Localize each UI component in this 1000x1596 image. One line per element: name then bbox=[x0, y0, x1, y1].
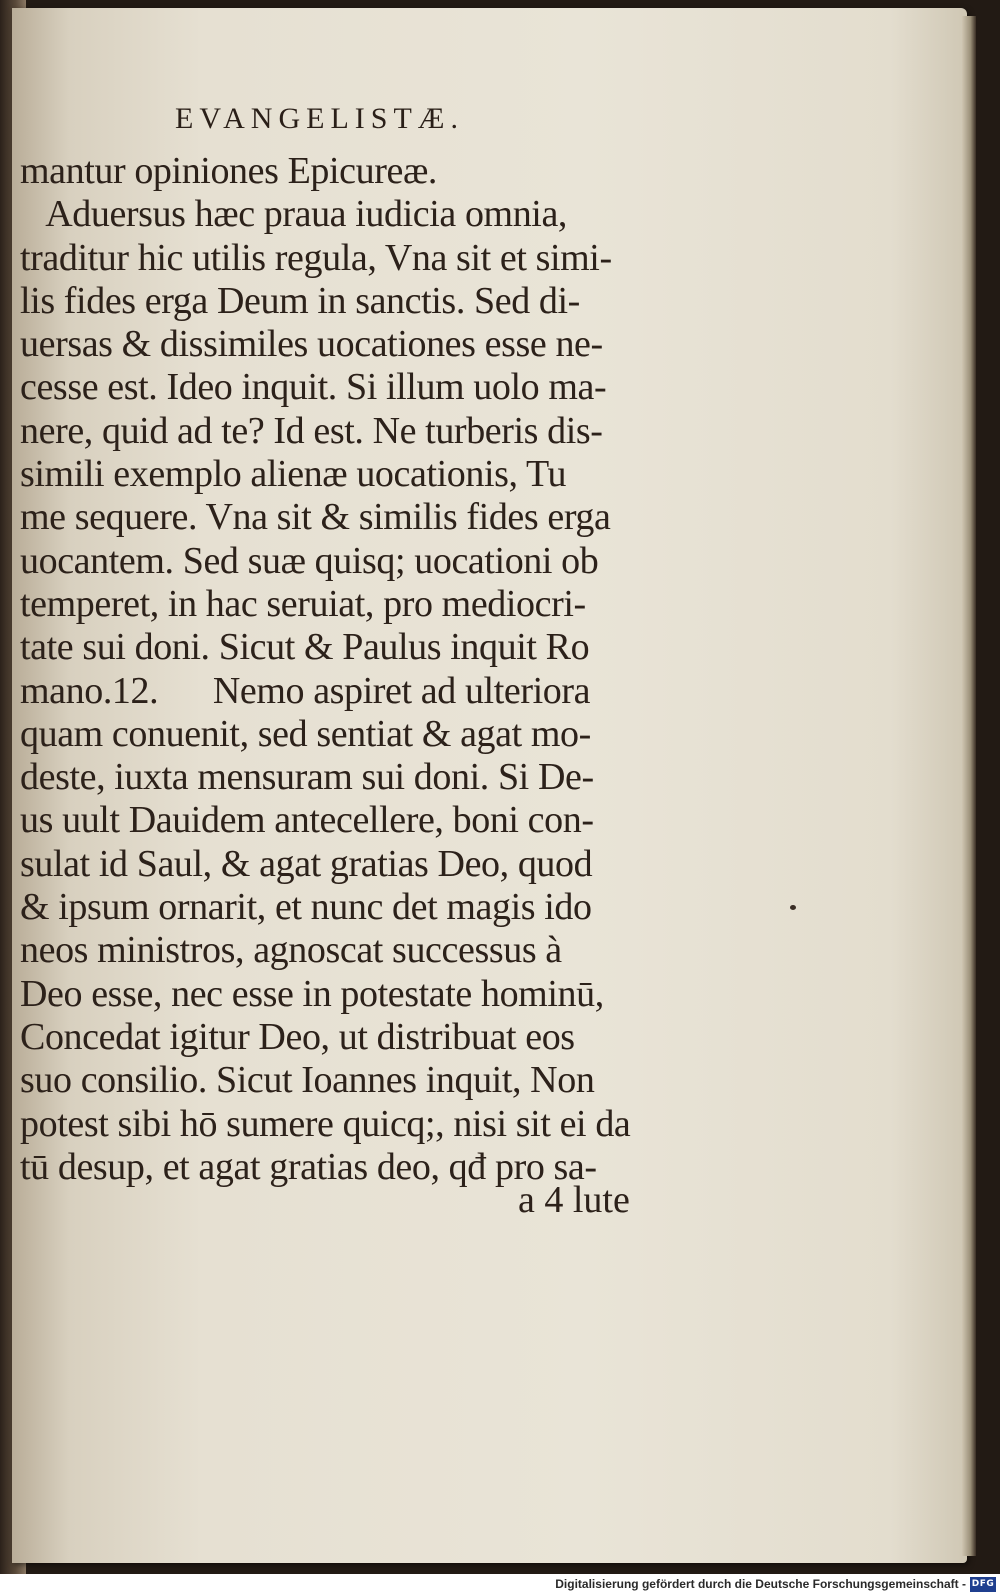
text-line: Concedat igitur Deo, ut distribuat eos bbox=[20, 1015, 575, 1058]
text-line: uersas & dissimiles uocationes esse ne- bbox=[20, 323, 603, 366]
text-line: Deo esse, nec esse in potestate hominū, bbox=[20, 972, 604, 1015]
text-line: Aduersus hæc praua iudicia omnia, bbox=[20, 193, 568, 236]
running-header: EVANGELISTÆ. bbox=[175, 102, 464, 135]
text-line: deste, iuxta mensuram sui doni. Si De- bbox=[20, 756, 594, 799]
text-line: & ipsum ornarit, et nunc det magis ido bbox=[20, 886, 592, 929]
text-line: lis fides erga Deum in sanctis. Sed di- bbox=[20, 279, 580, 322]
text-line: tū desup, et agat gratias deo, qđ pro sa- bbox=[20, 1145, 597, 1188]
text-line: simili exemplo alienæ uocationis, Tu bbox=[20, 453, 567, 496]
text-line: traditur hic utilis regula, Vna sit et simi- bbox=[20, 236, 612, 279]
text-line: suo consilio. Sicut Ioannes inquit, Non bbox=[20, 1059, 595, 1102]
text-line: temperet, in hac seruiat, pro mediocri- bbox=[20, 582, 586, 625]
page-fore-edge bbox=[962, 16, 976, 1556]
dfg-logo-icon: DFG bbox=[970, 1577, 996, 1592]
text-line: uocantem. Sed suæ quisq; uocationi ob bbox=[20, 539, 599, 582]
funding-credit: Digitalisierung gefördert durch die Deutsche Forschungsgemeinschaft - bbox=[555, 1577, 966, 1591]
footer-bar bbox=[0, 1574, 1000, 1596]
text-line: cesse est. Ideo inquit. Si illum uolo ma- bbox=[20, 366, 607, 409]
text-line: sulat id Saul, & agat gratias Deo, quod bbox=[20, 842, 593, 885]
signature-mark: a 4 lute bbox=[518, 1179, 630, 1221]
text-line: nere, quid ad te? Id est. Ne turberis dis- bbox=[20, 409, 603, 452]
text-line: quam conuenit, sed sentiat & agat mo- bbox=[20, 712, 591, 755]
text-line: mano.12. Nemo aspiret ad ulteriora bbox=[20, 669, 591, 712]
paper-speck bbox=[790, 905, 796, 910]
text-line: mantur opiniones Epicureæ. bbox=[20, 150, 438, 192]
text-line: tate sui doni. Sicut & Paulus inquit Ro bbox=[20, 626, 590, 669]
text-line: me sequere. Vna sit & similis fides erga bbox=[20, 496, 611, 539]
text-line: neos ministros, agnoscat successus à bbox=[20, 929, 562, 972]
text-line: us uult Dauidem antecellere, boni con- bbox=[20, 799, 594, 842]
body-text bbox=[20, 150, 710, 1189]
text-line: potest sibi hō sumere quicq;, nisi sit ei da bbox=[20, 1102, 631, 1145]
